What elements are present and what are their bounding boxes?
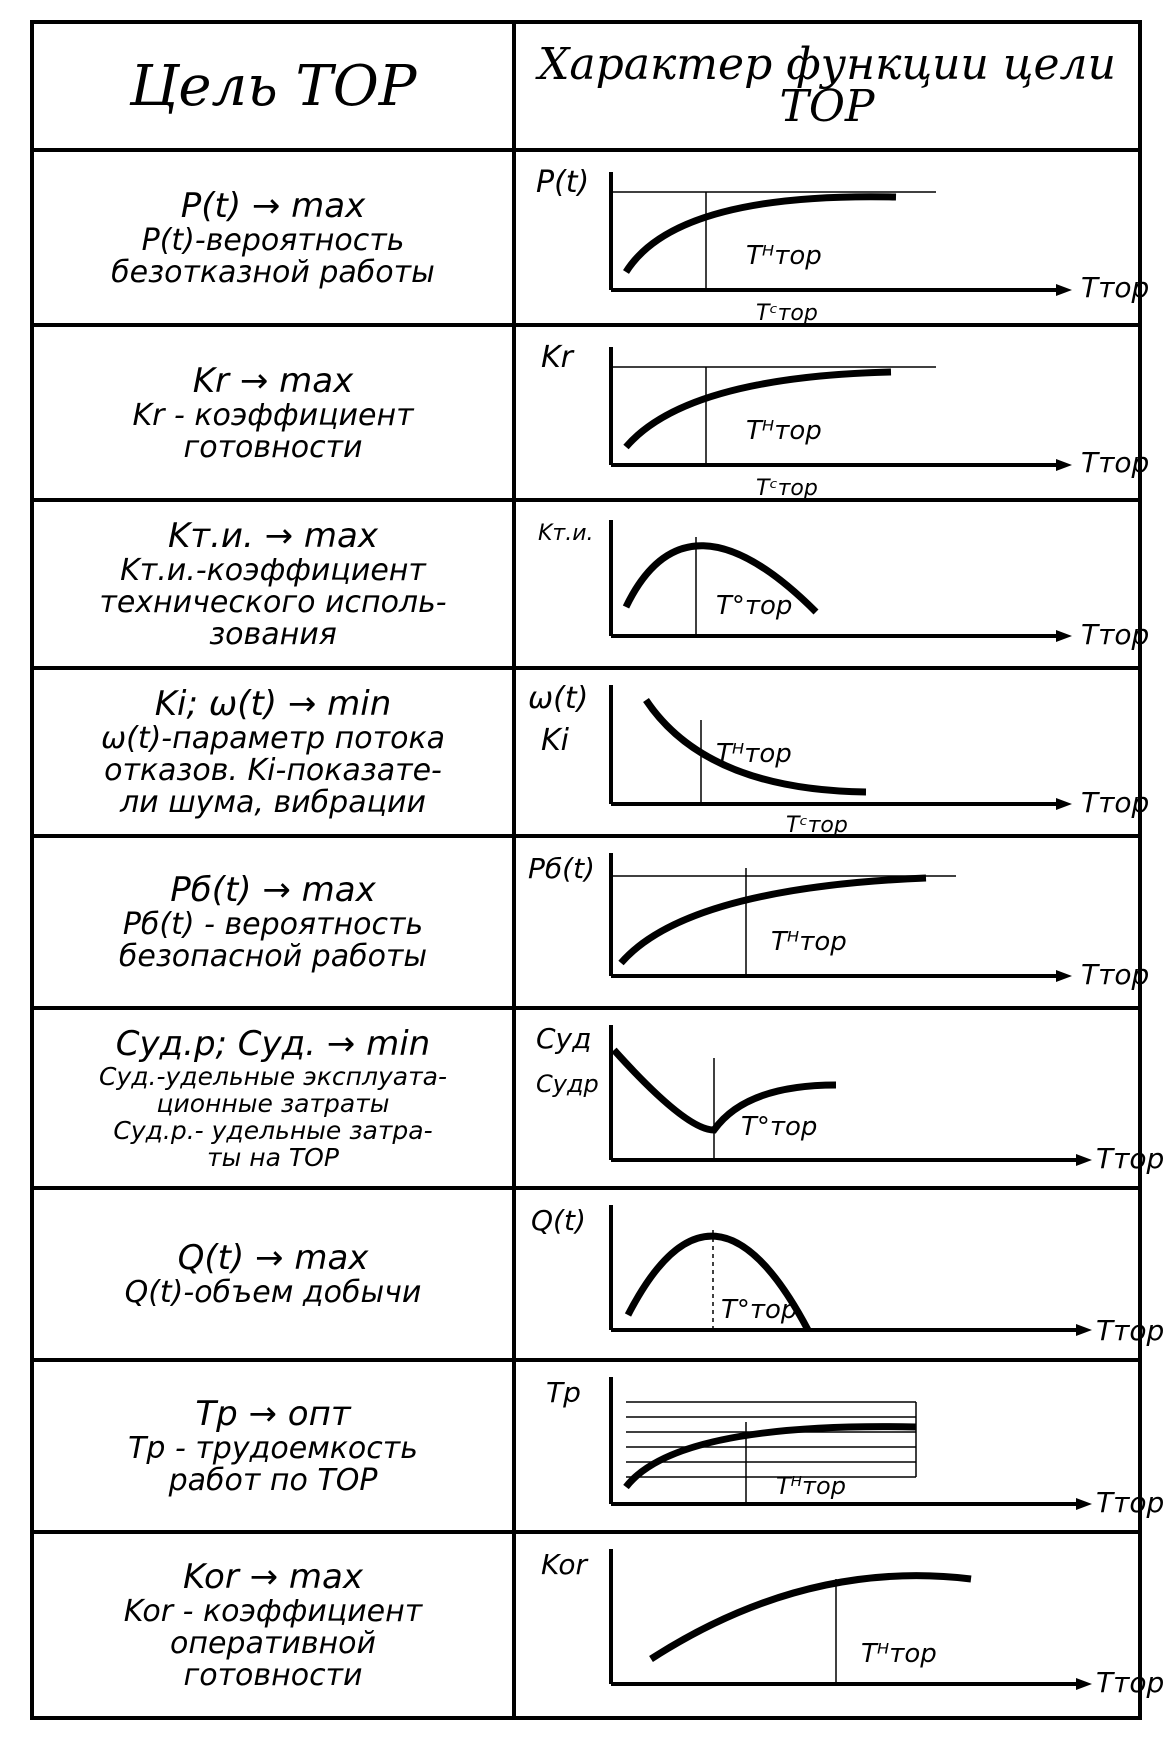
chart-tech-utilization	[516, 502, 1150, 670]
chart-cell	[516, 152, 1150, 326]
chart-cell	[516, 838, 1150, 1006]
header-goal-cell	[34, 24, 516, 148]
table-row	[34, 1010, 1165, 1190]
y-axis-label: Ki	[541, 723, 570, 758]
table-row	[34, 670, 1150, 838]
x-axis-label: Tтор	[1096, 1142, 1165, 1175]
y-axis-label: P(t)	[536, 165, 590, 200]
x-axis-label: Tтор	[1081, 446, 1150, 479]
table-row	[34, 1534, 1165, 1716]
table-row	[34, 1362, 1165, 1534]
goal-description: безотказной работы	[111, 254, 435, 290]
header-row	[34, 24, 1138, 152]
y-axis-label: Tp	[546, 1376, 581, 1409]
x-axis-arrow	[1056, 459, 1072, 471]
chart-failure-rate	[516, 670, 1150, 838]
x-axis-arrow	[1076, 1678, 1092, 1690]
y-axis-label: Pб(t)	[528, 852, 595, 885]
goal-description: ционные затраты	[156, 1089, 390, 1118]
marker-label: Tᶜтор	[786, 813, 848, 838]
x-axis-label: Tтор	[1096, 1666, 1165, 1699]
marker-label: Tᴴтор	[716, 739, 792, 769]
goal-description: Kт.и.-коэффициент	[120, 553, 426, 588]
marker-label: Tᴴтор	[776, 1472, 846, 1500]
goal-formula: Q(t) → max	[177, 1238, 369, 1278]
goal-description: отказов. Ki-показате-	[104, 753, 442, 788]
table-row	[34, 838, 1150, 1010]
goal-description: работ по ТОР	[168, 1463, 378, 1498]
x-axis-arrow	[1076, 1498, 1092, 1510]
goal-formula: Kт.и. → max	[168, 516, 378, 556]
goal-description: Kor - коэффициент	[123, 1594, 423, 1629]
x-axis-arrow	[1056, 284, 1072, 296]
goal-formula: Kor → max	[182, 1557, 364, 1597]
goal-description: Kr - коэффициент	[132, 397, 414, 433]
goal-description: технического исполь-	[99, 585, 447, 620]
goal-formula: Pб(t) → max	[170, 870, 376, 910]
table-row	[34, 502, 1150, 670]
marker-label: T°тор	[741, 1112, 818, 1142]
goal-description: готовности	[183, 429, 363, 465]
goal-formula: P(t) → max	[180, 185, 366, 226]
y-axis-label: Kr	[541, 340, 574, 375]
header-characteristic-cell	[516, 24, 1138, 148]
goal-cell	[34, 152, 516, 323]
y-axis-label: Cудр	[536, 1070, 599, 1098]
goal-cell	[34, 1010, 516, 1186]
x-axis-arrow	[1056, 630, 1072, 642]
hatched-band	[626, 1402, 916, 1477]
y-axis-label: Q(t)	[531, 1204, 586, 1237]
header-goal-label: Цель ТОР	[129, 53, 417, 119]
table-row	[34, 1190, 1165, 1362]
curve	[626, 1427, 916, 1487]
marker-label: T°тор	[716, 591, 793, 621]
table-row	[34, 152, 1150, 327]
x-axis-arrow	[1076, 1154, 1092, 1166]
chart-production-volume	[516, 1190, 1165, 1362]
goal-formula: Tp → опт	[195, 1394, 351, 1434]
table-row	[34, 327, 1150, 502]
goal-description: ты на ТОР	[207, 1143, 339, 1172]
goal-cell	[34, 327, 516, 498]
goals-table	[30, 20, 1165, 1720]
goal-formula: Ki; ω(t) → min	[154, 684, 392, 724]
x-axis-label: Tтор	[1096, 1314, 1165, 1347]
chart-cell	[516, 1534, 1165, 1716]
chart-safety	[516, 838, 1150, 1010]
y-axis-label: Cуд	[536, 1022, 592, 1055]
goal-cell	[34, 670, 516, 834]
y-axis-label: Kт.и.	[538, 521, 594, 546]
x-axis-label: Tтор	[1081, 786, 1150, 819]
goal-description: безопасной работы	[118, 939, 428, 974]
header-characteristic-label: Характер функции цели	[538, 39, 1116, 90]
goal-description: Pб(t) - вероятность	[122, 907, 424, 942]
goal-formula: Kr → max	[192, 360, 354, 401]
goal-formula: Cуд.р; Cуд. → min	[115, 1024, 431, 1064]
goal-description: ли шума, вибрации	[119, 785, 427, 820]
goal-description: P(t)-вероятность	[141, 222, 405, 258]
goal-description: Cуд.-удельные эксплуата-	[99, 1062, 447, 1091]
chart-cell	[516, 327, 1150, 501]
x-axis-arrow	[1056, 798, 1072, 810]
chart-cell	[516, 1190, 1165, 1358]
x-axis-label: Tтор	[1081, 618, 1150, 651]
goal-description: Cуд.р.- удельные затра-	[113, 1116, 433, 1145]
goal-description: Tp - трудоемкость	[128, 1431, 418, 1466]
goal-cell	[34, 1190, 516, 1358]
goal-description: зования	[209, 617, 337, 652]
chart-cell	[516, 670, 1150, 838]
x-axis-arrow	[1056, 970, 1072, 982]
goal-cell	[34, 502, 516, 666]
marker-label: Tᶜтор	[756, 301, 818, 326]
y-axis-label: Kor	[541, 1548, 588, 1581]
x-axis-label: Tтор	[1081, 271, 1150, 304]
chart-availability	[516, 327, 1150, 502]
header-characteristic-label-2: ТОР	[779, 81, 875, 132]
chart-specific-costs	[516, 1010, 1165, 1190]
goal-description: оперативной	[170, 1626, 376, 1661]
goal-cell	[34, 1362, 516, 1530]
marker-label: T°тор	[721, 1295, 798, 1325]
chart-cell	[516, 1362, 1165, 1530]
chart-labor-intensity	[516, 1362, 1165, 1534]
goal-cell	[34, 1534, 516, 1716]
x-axis-label: Tтор	[1081, 958, 1150, 991]
marker-label: Tᶜтор	[756, 476, 818, 501]
chart-cell	[516, 502, 1150, 666]
goal-description: Q(t)-объем добычи	[124, 1275, 422, 1310]
marker-label: Tᴴтор	[746, 416, 822, 446]
chart-cell	[516, 1010, 1165, 1186]
chart-reliability	[516, 152, 1150, 327]
x-axis-arrow	[1076, 1324, 1092, 1336]
chart-operational-readiness	[516, 1534, 1165, 1716]
marker-label: Tᴴтор	[771, 927, 847, 957]
goal-cell	[34, 838, 516, 1006]
goal-description: ω(t)-параметр потока	[101, 721, 445, 756]
marker-label: Tᴴтор	[861, 1639, 937, 1669]
goal-description: готовности	[183, 1658, 363, 1693]
y-axis-label: ω(t)	[528, 681, 589, 716]
x-axis-label: Tтор	[1096, 1486, 1165, 1519]
marker-label: Tᴴтор	[746, 241, 822, 271]
